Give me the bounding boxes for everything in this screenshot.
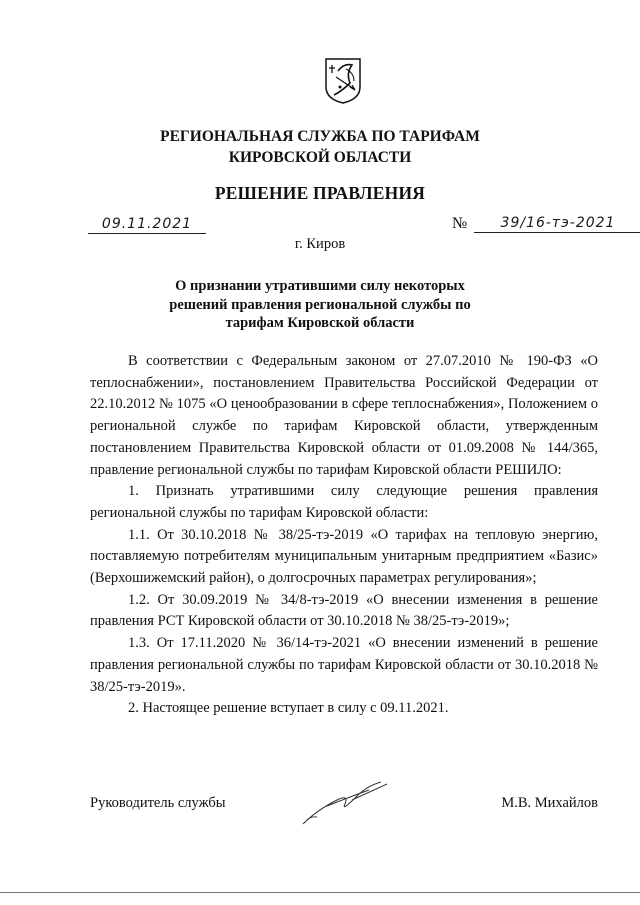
organization-line-1: РЕГИОНАЛЬНАЯ СЛУЖБА ПО ТАРИФАМ [160,128,480,145]
decision-number-value: 39/16-тэ-2021 [500,215,616,231]
item-1-2: 1.2. От 30.09.2019 № 34/8-тэ-2019 «О внесении изменения в решение правления РСТ Кировской области от 30.10.2018 № 38/25-тэ-2019»; [90,591,598,630]
item-2: 2. Настоящее решение вступает в силу с 09.11.2021. [128,700,449,717]
document-body [90,351,598,720]
city: г. Киров [294,236,346,252]
footer-divider [0,892,640,893]
signatory-name: М.В. Михайлов [501,795,598,811]
decision-number-field [474,214,640,233]
handwritten-signature [297,770,397,830]
item-1-1: 1.1. От 30.10.2018 № 38/25-тэ-2019 «О тарифах на тепловую энергию, поставляемую потребителям муниципальным унитарным предприятием «Базис» (Верхошижемский район), о долгосрочных параметрах регулирования»; [90,526,598,587]
organization-line-2: КИРОВСКОЙ ОБЛАСТИ [228,149,412,166]
number-sign: № [452,215,468,232]
preamble-paragraph: В соответствии с Федеральным законом от 27.07.2010 № 190-ФЗ «О теплоснабжении», постановлением Правительства Российской Федерации от 22.10.2012 № 1075 «О ценообразовании в сфере теплоснабжения», Положением о региональной службе по тарифам Кировской области, утвержденным постановлением Правительства Кировской области от 01.09.2008 № 144/365, правление региональной службы по тарифам Кировской области РЕШИЛО: [90,353,598,478]
coat-of-arms-icon [324,57,362,105]
item-1: 1. Признать утратившими силу следующие решения правления региональной службы по тарифам Кировской области: [90,483,598,521]
subject-heading [150,277,490,333]
decision-date-value: 09.11.2021 [101,216,193,232]
subject-line-1: О признании утратившими силу некоторых [175,278,465,294]
subject-line-2: решений правления региональной службы по [169,296,471,313]
signatory-position: Руководитель службы [90,795,226,811]
subject-line-3: тарифам Кировской области [225,315,415,331]
organization-name [0,126,640,168]
decision-date [88,215,206,234]
item-1-3: 1.3. От 17.11.2020 № 36/14-тэ-2021 «О внесении изменений в решение правления региональной службы по тарифам Кировской области от 30.10.2018 № 38/25-тэ-2019». [90,635,598,695]
document-title: РЕШЕНИЕ ПРАВЛЕНИЯ [214,183,426,203]
